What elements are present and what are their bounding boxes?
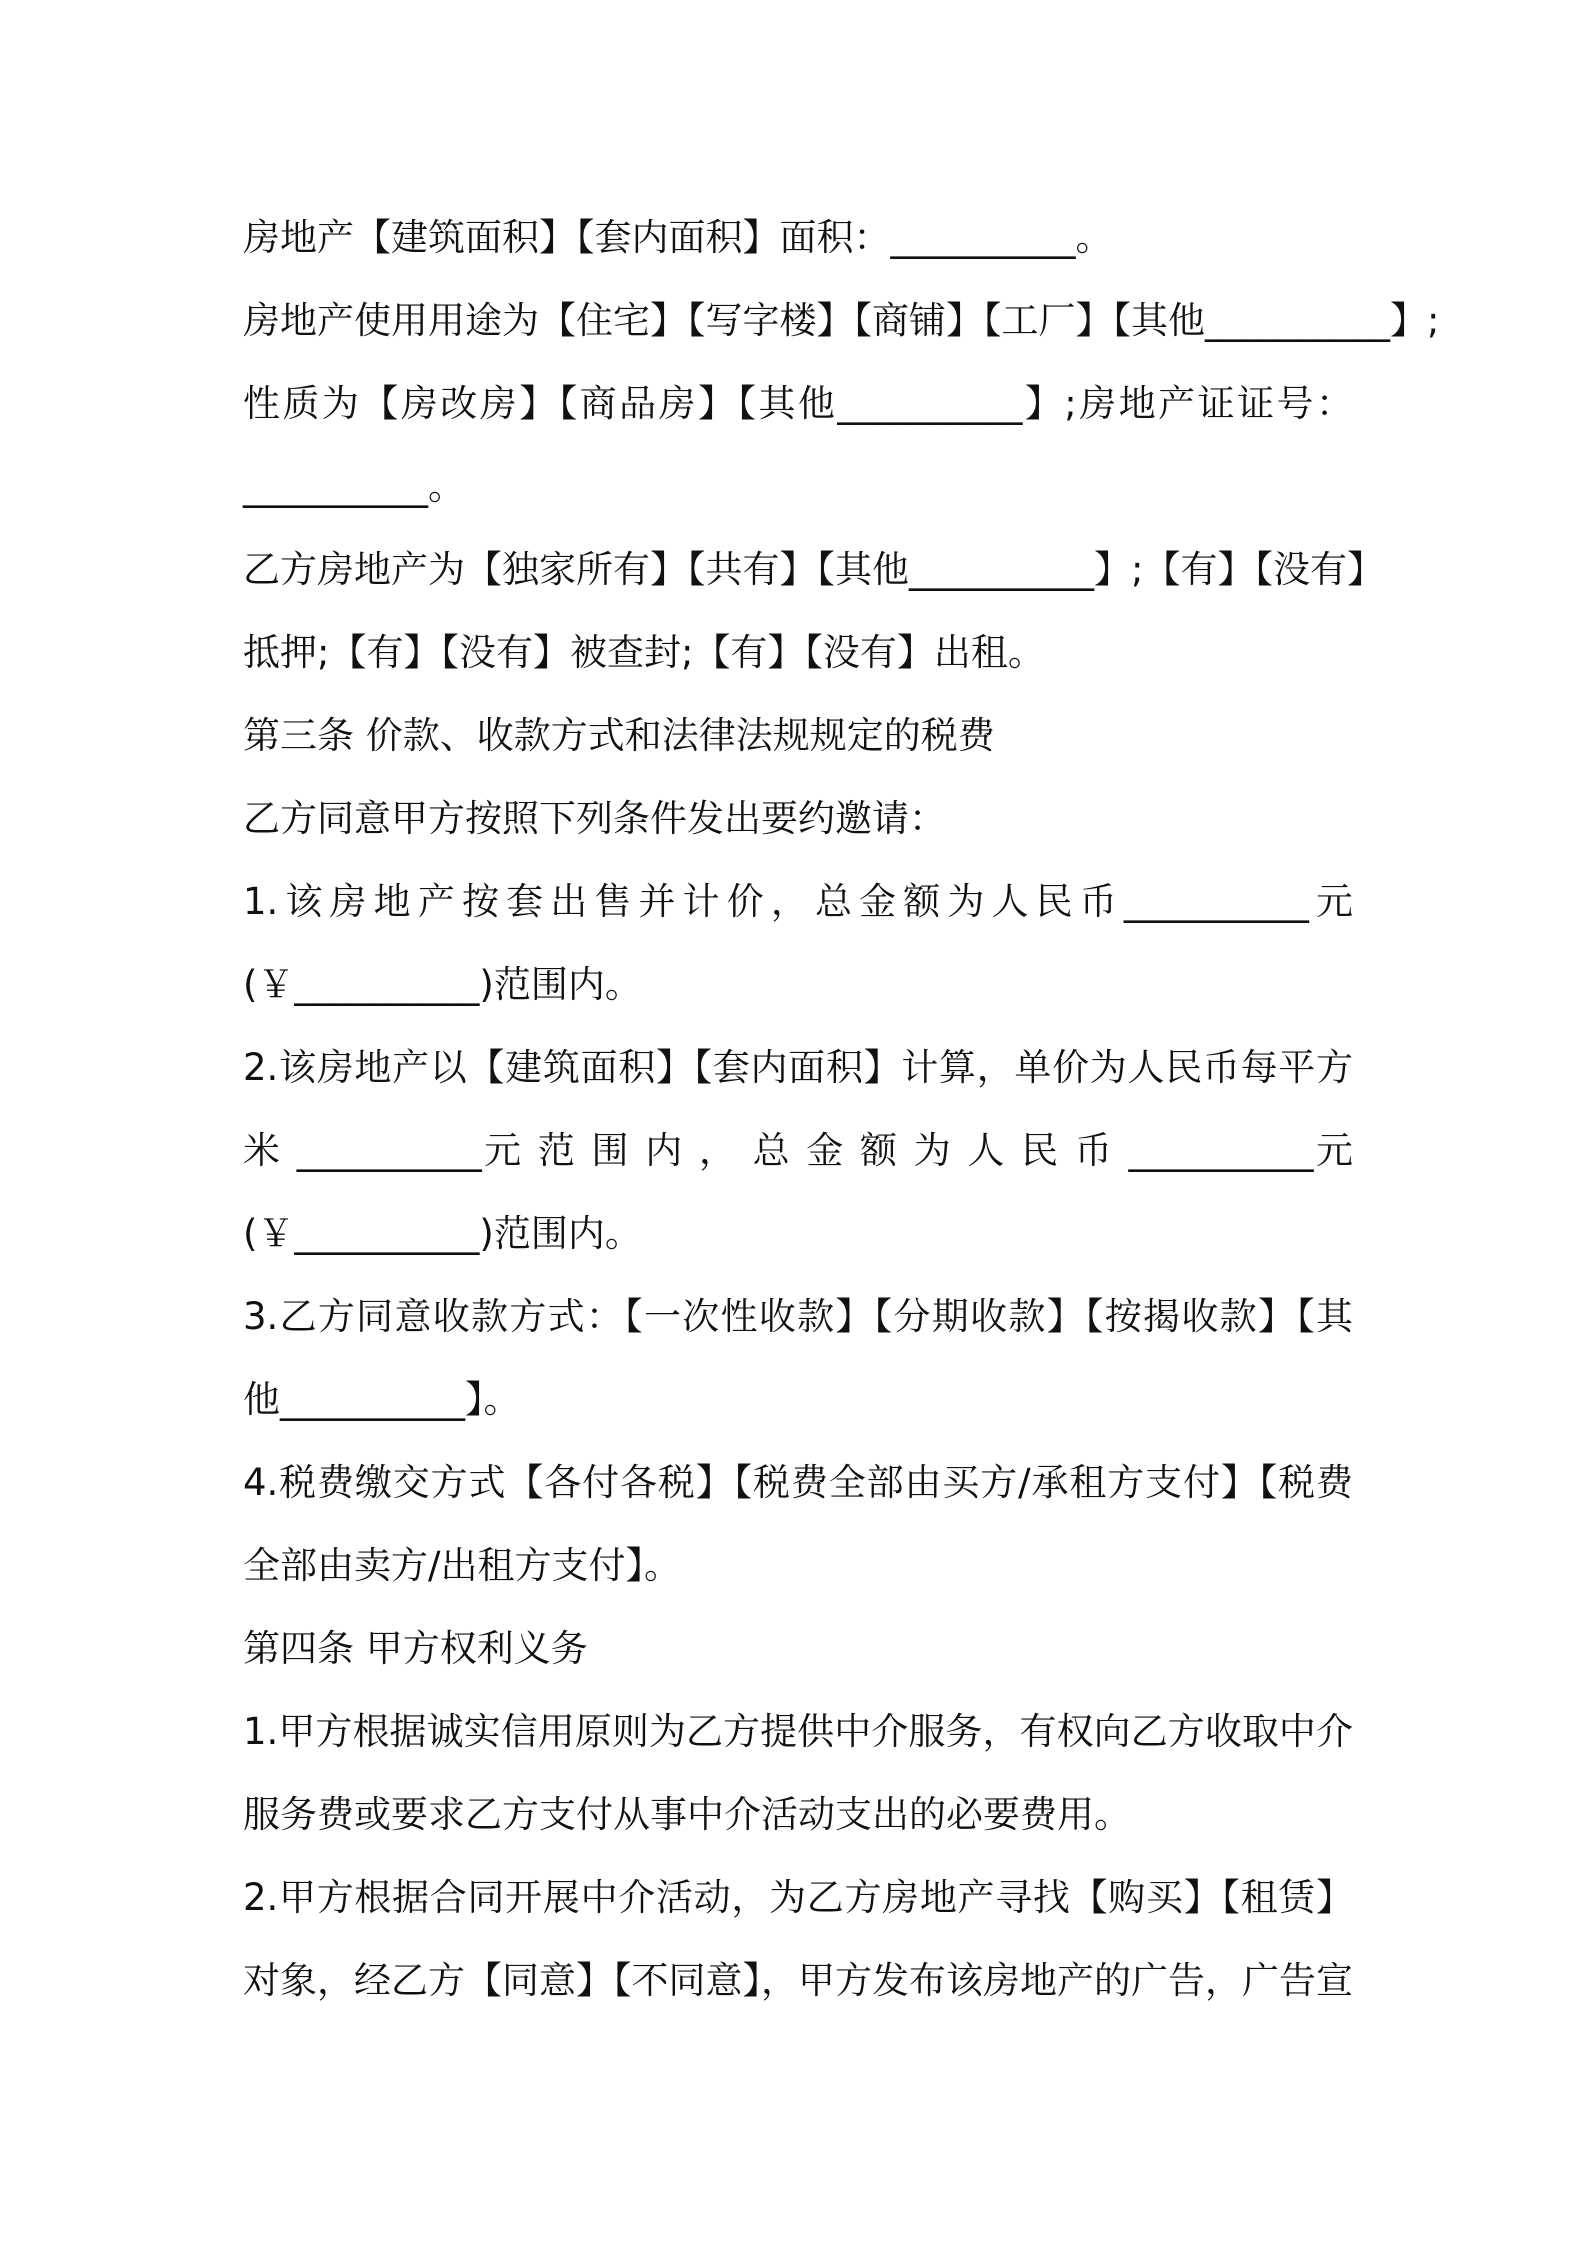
ownership-line: 乙方房地产为【独家所有】【共有】【其他__________】;【有】【没有】 (243, 548, 1384, 591)
party-a-right-2-continued: 对象，经乙方【同意】【不同意】，甲方发布该房地产的广告，广告宣 (243, 1959, 1353, 2002)
price-clause-2: 2.该房地产以【建筑面积】【套内面积】计算，单价为人民币每平方 (243, 1046, 1353, 1089)
price-clause-2-continued: 米 __________元 范 围 内 ， 总 金 额 为 人 民 币 __________元 (243, 1129, 1353, 1172)
party-a-right-1: 1.甲方根据诚实信用原则为乙方提供中介服务，有权向乙方收取中介 (243, 1710, 1353, 1753)
article-four-heading: 第四条 甲方权利义务 (243, 1627, 588, 1670)
tax-payment-clause: 4.税费缴交方式【各付各税】【税费全部由买方/承租方支付】【税费 (243, 1461, 1353, 1504)
party-a-right-2: 2.甲方根据合同开展中介活动，为乙方房地产寻找【购买】【租赁】 (243, 1876, 1353, 1919)
usage-line: 房地产使用用途为【住宅】【写字楼】【商铺】【工厂】【其他__________】; (243, 299, 1440, 342)
certificate-number-line: __________。 (243, 465, 465, 508)
property-nature-line: 性质为【房改房】【商品房】【其他__________】;房地产证证号： (243, 382, 1353, 425)
tax-payment-clause-continued: 全部由卖方/出租方支付】。 (243, 1544, 681, 1587)
mortgage-status-line: 抵押;【有】【没有】被查封;【有】【没有】出租。 (243, 631, 1045, 674)
price-clause-1-continued: (￥__________)范围内。 (243, 963, 642, 1006)
article-three-heading: 第三条 价款、收款方式和法律法规规定的税费 (243, 714, 995, 757)
party-a-right-1-continued: 服务费或要求乙方支付从事中介活动支出的必要费用。 (243, 1793, 1131, 1836)
offer-invitation-line: 乙方同意甲方按照下列条件发出要约邀请： (243, 797, 946, 840)
area-line: 房地产【建筑面积】【套内面积】面积：__________。 (243, 216, 1113, 259)
payment-method-clause-continued: 他__________】。 (243, 1378, 521, 1421)
document-body (243, 196, 1440, 2022)
price-clause-2-end: (￥__________)范围内。 (243, 1212, 642, 1255)
payment-method-clause: 3.乙方同意收款方式：【一次性收款】【分期收款】【按揭收款】【其 (243, 1295, 1353, 1338)
price-clause-1: 1.该房地产按套出售并计价，总金额为人民币__________元 (243, 880, 1353, 923)
